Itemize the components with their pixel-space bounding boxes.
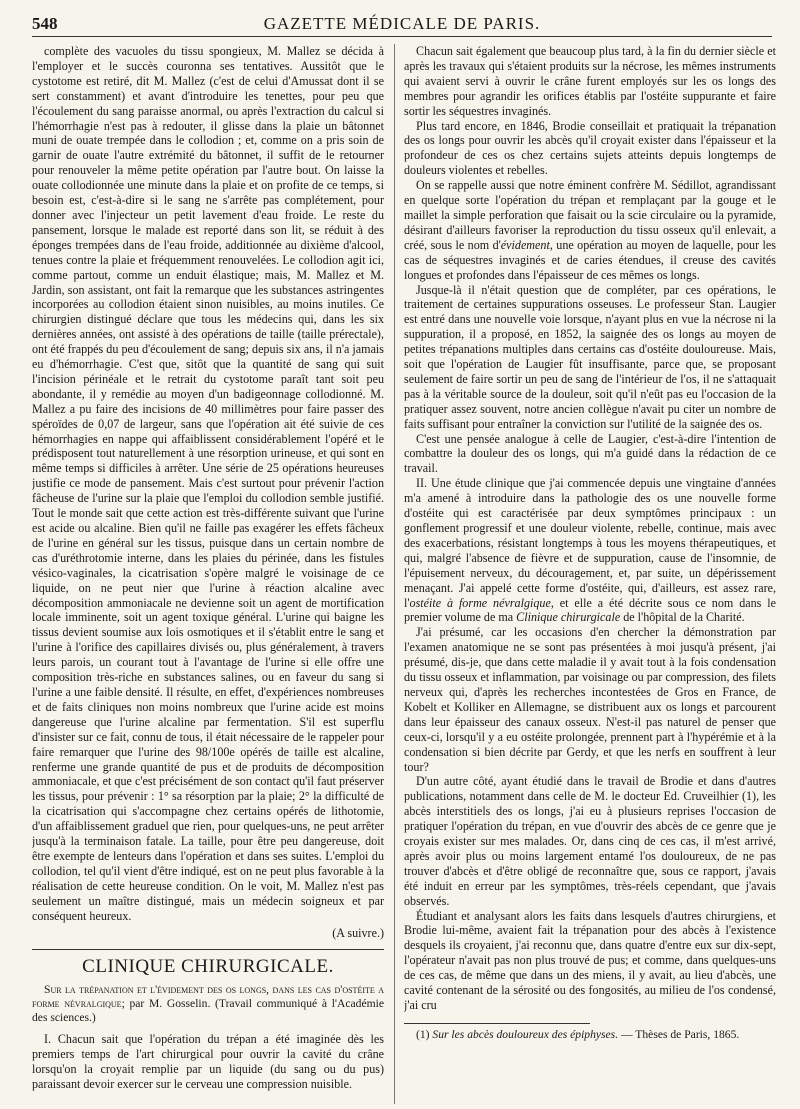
right-paragraph: II. Une étude clinique que j'ai commencée depuis une vingtaine d'années m'a amené à introduire dans la pathologie des os une nouvelle forme d'ostéite qui est caractérisée par deux symptômes principaux : un gonflement progressif et une douleur violente, rebelle, continue, mais avec des exacerbations, résistant longtemps à tous les moyens thérapeutiques, et qui, malgré l'absence de fièvre et de suppuration, cause de l'insomnie, de l'épuisement nerveux, du découragement, et, par suite, un dépérissement menaçant. J'ai appelé cette forme d'ostéite, qui, d'ailleurs, est assez rare, l'ostéite à forme névralgique, et elle a été décrite sous ce nom dans le premier volume de ma Clinique chirurgicale de l'hôpital de la Charité.	[404, 476, 776, 625]
section-rule	[32, 949, 384, 950]
left-column	[32, 44, 384, 1096]
right-paragraph: J'ai présumé, car les occasions d'en chercher la démonstration par l'examen anatomique ne se sont pas présentées à moi jusqu'à présent, j'ai présumé, dis-je, que dans cette maladie il y avait tout à la fois condensation du tissu osseux et inflammation, par voisinage ou par compression, des filets nerveux qui, d'après les recherches incontestées de Gros en France, de Kobelt et Kolliker en Allemagne, se distribuent aux os longs et parcourent dans leur épaisseur des canaux osseux. N'est-il pas naturel de penser que ceux-ci, lorsqu'il y a eu ostéite prolongée, prennent part à l'hypérémie et à la condensation si bien décrite par Gerdy, et que les nerfs en souffrent à leur tour?	[404, 625, 776, 774]
article-title-smallcaps: Sur la trépanation et l'évidement des os longs, dans les cas d'ostéite a forme névralgique	[32, 983, 384, 1011]
right-paragraph: Étudiant et analysant alors les faits dans lesquels d'autres chirurgiens, et Brodie lui-même, avaient fait la trépanation pour des abcès à l'existence desquels ils croyaient, j'ai reconnu que, dans quatre d'entre eux sur dix-sept, l'opérateur n'avait pas non plus trouvé de pus; et comme, dans quelques-uns de ces cas, de même que dans un des miens, il y avait, au lieu d'abcès, une cavité contenant de la sérosité ou des fongosités, au milieu de l'os condensé, j'ai cru	[404, 908, 776, 1012]
running-title: GAZETTE MÉDICALE DE PARIS.	[263, 14, 541, 33]
left-paragraphs	[32, 44, 384, 923]
to-be-continued: (A suivre.)	[332, 926, 384, 941]
page-number: 548	[32, 14, 58, 33]
right-paragraph: Chacun sait également que beaucoup plus tard, à la fin du dernier siècle et après les travaux qui s'étaient produits sur la nécrose, les mêmes instruments qui avaient servi à ouvrir le crâne furent employés sur les os longs des membres pour agrandir les orifices établis par l'ostéite suppurante et faire sortir les séquestres invaginés.	[404, 44, 776, 118]
right-paragraph: Plus tard encore, en 1846, Brodie conseillait et pratiquait la trépanation des os longs pour ouvrir les abcès qu'il croyait exister dans l'épaisseur et la profondeur de ces os chez certains sujets atteints depuis longtemps de douleurs violentes et rebelles.	[404, 118, 776, 178]
footnote-rule	[404, 1023, 590, 1024]
right-column	[404, 44, 776, 1096]
column-divider	[394, 44, 395, 1104]
right-paragraph: C'est une pensée analogue à celle de Laugier, c'est-à-dire l'intention de combattre la douleur des os longs, qui m'a guidé dans la rédaction de ce travail.	[404, 431, 776, 476]
footnote: (1) Sur les abcès douloureux des épiphyses. — Thèses de Paris, 1865.	[416, 1027, 740, 1041]
article-title	[32, 983, 384, 1025]
right-paragraph: On se rappelle aussi que notre éminent confrère M. Sédillot, agrandissant en quelque sorte l'opération du trépan et remplaçant par la gouge et le maillet la simple perforation que faisait ou la scie circulaire ou la pyramide, désirant d'ailleurs favoriser la reproduction du tissu osseux qu'il enlevait, a créé, sous le nom d'évidement, une opération au moyen de laquelle, pour les cas de séquestres invaginés et de caries étendues, il creuse des cavités longues et profondes dans l'épaisseur de ces mêmes os longs.	[404, 178, 776, 282]
article-title-rest: ; par M. Gosselin. (Travail communiqué à l'Académie des sciences.)	[32, 997, 384, 1025]
section-heading: CLINIQUE CHIRURGICALE.	[82, 956, 334, 978]
article-paragraph: I. Chacun sait que l'opération du trépan a été imaginée dès les premiers temps de l'art chirurgical pour ouvrir la cavité du crâne lorsqu'on la croyait remplie par un liquide (du sang ou du pus) paraissant devoir exercer sur le cerveau une compression nuisible.	[32, 1032, 384, 1091]
right-paragraph: Jusque-là il n'était question que de compléter, par ces opérations, le traitement de certaines suppurations osseuses. Le professeur Stan. Laugier est entré dans une nouvelle voie lorsque, n'ayant plus en vue la nécrose ni la suppuration, il a proposé, en 1852, la saignée des os longs au moyen de petites trépanations multiples dans certains cas d'ostéite douloureuse. Mais, soit que l'opération de Laugier fût insuffisante, parce que, se proposant seulement de faire sortir un peu de sang de l'intérieur de l'os, il ne s'attaquait pas à la véritable source de la douleur, soit qu'il n'eût pas eu l'occasion de la pratiquer assez souvent, notre ancien collègue n'avait pu citer un nombre de faits suffisant pour entraîner la conviction sur l'utilité de la saignée des os.	[404, 282, 776, 431]
right-paragraphs	[404, 44, 776, 1013]
right-paragraph: D'un autre côté, ayant étudié dans le travail de Brodie et dans d'autres publications, notamment dans celle de M. le docteur Ed. Cruveilhier (1), les abcès interstitiels des os longs, j'ai eu à plusieurs reprises l'occasion de pratiquer l'opération du trépan, en vue d'ouvrir des abcès de ce genre que je croyais exister sur mes malades. Or, dans cinq de ces cas, il m'est arrivé, après avoir plus ou moins largement entamé l'os douloureux, de ne pas trouver d'abcès et d'être obligé de reconnaître que, sous ce rapport, j'avais été induit en erreur par les symptômes, très-réels cependant, que j'avais observés.	[404, 774, 776, 908]
page-header	[32, 14, 772, 37]
left-paragraph: complète des vacuoles du tissu spongieux, M. Mallez se décida à l'employer et le succès couronna ses tentatives. Aussitôt que le cystotome est retiré, dit M. Mallez (c'est de celui d'Amussat dont il se sert constamment) et avant d'introduire les tenettes, pour peu que l'écoulement du sang paraisse anormal, ou après l'extraction du calcul si l'hémorrhagie n'est pas à redouter, il glisse dans la plaie un bâtonnet muni de ouate trempée dans le collodion ; et, comme on a pris soin de garnir de ouate l'autre extrémité du bâtonnet, il suffit de le retourner pour renouveler la même petite opération par l'autre bout. On laisse la ouate collodionnée une minute dans la plaie et on profite de ce temps, si besoin est, c'est-à-dire si le sang ne s'arrête pas complétement, pour donner avec l'injecteur un petit lavement d'eau froide. Le reste du pansement, lorsque le malade est reporté dans son lit, se réduit à des éponges trempées dans de l'eau froide, additionnée au dixième d'alcool, tenues contre la plaie et fréquemment renouvelées. Le collodion agit ici, comme partout, comme un enduit élastique; mais, M. Mallez et M. Jardin, son assistant, ont fait la remarque que les substances astringentes incorporées au collodion étaient sinon nuisibles, au moins inutiles. Ce chirurgien distingué déclare que tous les médecins qui, dans les six dernières années, ont assisté à des opérations de taille (taille prérectale), ont été frappés du peu d'écoulement de sang; depuis six ans, il n'a jamais eu d'hémorrhagie. C'est que, sitôt que la quantité de sang qui suit l'incision périnéale et le retrait du cystotome paraît tant soit peu abondante, il y remédie au moyen d'un badigeonnage collodionné. M. Mallez a pu faire des incisions de 40 millimètres pour faire passer des spéroïdes de 0,07 de largeur, sans que l'opération ait été suivie de ces hémorrhagies en nappe qui affaiblissent considérablement l'opéré et le prédisposent tout naturellement à une résorption urineuse, et qui sont en même temps si difficiles à arrêter. Une série de 25 opérations heureuses justifie ce mode de pansement. Mais c'est surtout pour prévenir l'action fâcheuse de l'urine sur la plaie que l'emploi du collodion semble justifié. Tout le monde sait que cette action est très-différente suivant que l'urine est acide ou alcaline. Bien qu'il ne faille pas exagérer les effets fâcheux de l'urine en général sur les tissus, puisque dans un certain nombre de cas d'uréthrotomie interne, dans les plaies du périnée, dans les fistules vésico-vaginales, la cicatrisation s'opère malgré le voisinage de ce liquide, on ne peut nier que l'urine à réaction alcaline avec décomposition ammoniacale ne devienne soit un agent de mortification locale imminente, soit un agent toxique général. L'urine qui baigne les tissus devient soumise aux lois osmotiques et il s'établit entre le sang et l'urine à l'orifice des capillaires divisés ou, plus généralement, à travers leurs parois, un courant tout à l'avantage de l'urine si elle offre une composition très-riche en substances salines, ou en faveur du sang si l'urine a une faible densité. Il résulte, en effet, d'expériences nombreuses et de faits cliniques non moins nombreux que l'urine acide est moins dangereuse que l'urine alcaline par fermentation. S'il est superflu d'insister sur ce fait, connu de tous, il était nécessaire de le rappeler pour faire remarquer que l'urine des 98/100e opérés de taille est alcaline, renferme une grande quantité de pus et de produits de décomposition ammoniacale, et que c'est précisément de son contact qu'il faut préserver les tissus, pour prévenir : 1° sa résorption par la plaie; 2° la difficulté de la cicatrisation qui s'accompagne chez certains opérés de lithotomie, d'un affaiblissement graduel que rien, pour quelques-uns, ne peut arrêter jusqu'à la terminaison fatale. La taille, pour être peu dangereuse, doit être exempte de lenteurs dans l'opération et dans ses suites. L'emploi du collodion, tel qu'il vient d'être indiqué, est on ne peut plus favorable à la réalisation de cette heureuse condition. On le voit, M. Mallez n'est pas seulement un maître distingué, mais un médecin soigneux et par conséquent heureux.	[32, 44, 384, 923]
article-paragraphs	[32, 1032, 384, 1092]
